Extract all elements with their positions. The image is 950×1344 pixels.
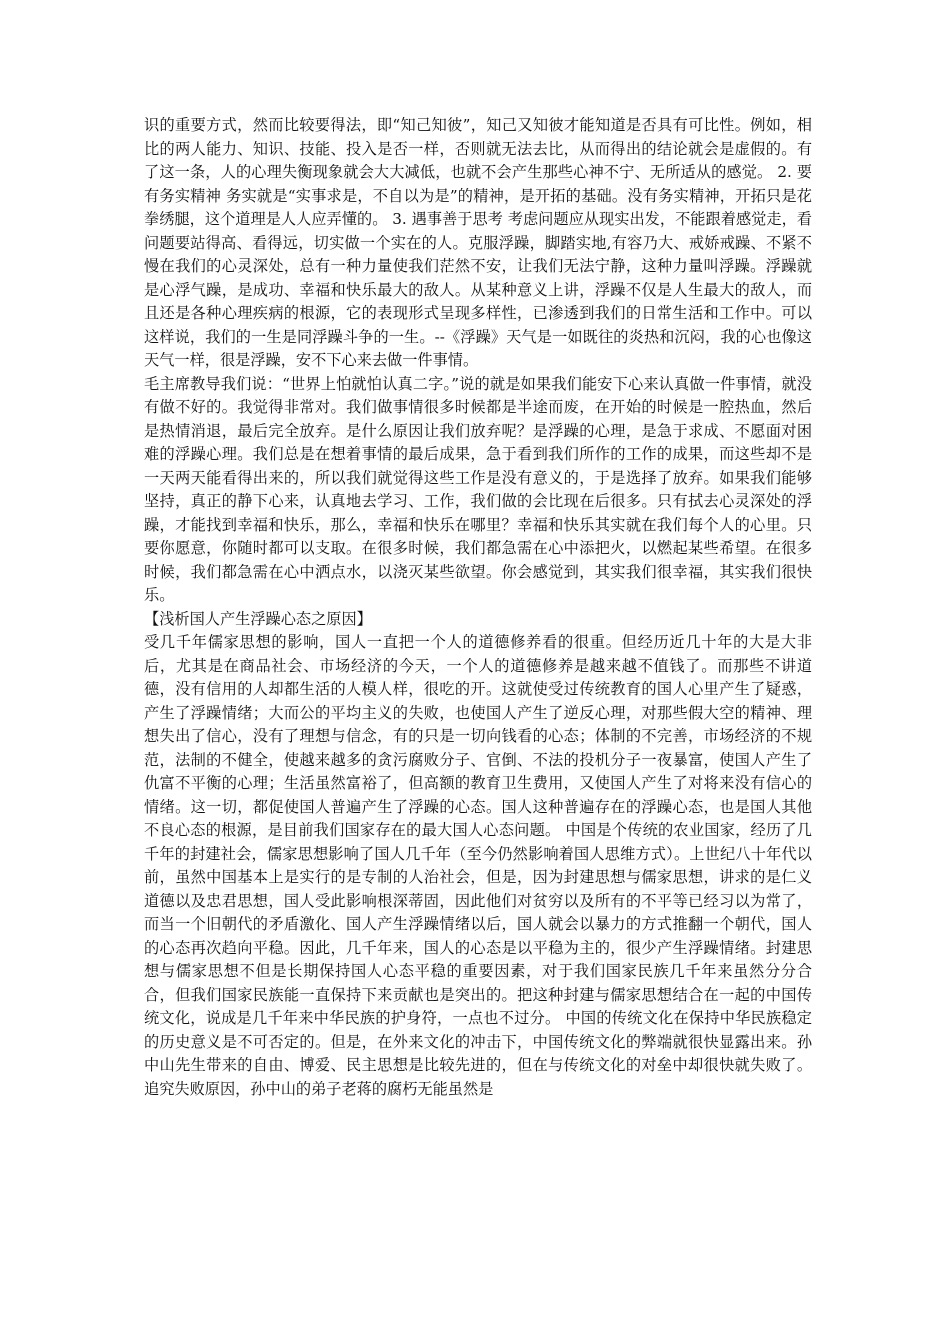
section-heading: 【浅析国人产生浮躁心态之原因】 xyxy=(144,609,372,628)
paragraph-3: 受几千年儒家思想的影响，国人一直把一个人的道德修养看的很重。但经历近几十年的大是大非后，尤其是在商品社会、市场经济的今天，一个人的道德修养是越来越不值钱了。而那些不讲道德，没有信用的人却都生活的人模人样，很吃的开。这就使受过传统教育的国人心里产生了疑惑，产生了浮躁情绪；大而公的平均主义的失败，也使国人产生了逆反心理，对那些假大空的精神、理想失出了信心，没有了理想与信念，有的只是一切向钱看的心态；体制的不完善，市场经济的不规范，法制的不健全，使越来越多的贪污腐败分子、官倒、不法的投机分子一夜暴富，使国人产生了仇富不平衡的心理；生活虽然富裕了，但高额的教育卫生费用，又使国人产生了对将来没有信心的情绪。这一切，都促使国人普遍产生了浮躁的心态。国人这种普遍存在的浮躁心态，也是国人其他不良心态的根源，是目前我们国家存在的最大国人心态问题。 中国是个传统的农业国家，经历了几千年的封建社会，儒家思想影响了国人几千年（至今仍然影响着国人思维方式）。上世纪八十年代以前，虽然中国基本上是实行的是专制的人治社会，但是，因为封建思想与儒家思想，讲求的是仁义道德以及忠君思想，国人受此影响根深蒂固，因此他们对贫穷以及所有的不平等已经习以为常了，而当一个旧朝代的矛盾激化、国人产生浮躁情绪以后，国人就会以暴力的方式推翻一个朝代，国人的心态再次趋向平稳。因此，几千年来，国人的心态是以平稳为主的，很少产生浮躁情绪。封建思想与儒家思想不但是长期保持国人心态平稳的重要因素，对于我们国家民族几千年来虽然分分合合，但我们国家民族能一直保持下来贡献也是突出的。把这种封建与儒家思想结合在一起的中国传统文化，说成是几千年来中华民族的护身符，一点也不过分。 中国的传统文化在保持中华民族稳定的历史意义是不可否定的。但是，在外来文化的冲击下，中国传统文化的弊端就很快显露出来。孙中山先生带来的自由、博爱、民主思想是比较先进的，但在与传统文化的对垒中却很快就失败了。追究失败原因，孙中山的弟子老蒋的腐朽无能虽然是 xyxy=(144,633,812,1098)
paragraph-1: 识的重要方式，然而比较要得法，即“知己知彼”，知己又知彼才能知道是否具有可比性。例如，相比的两人能力、知识、技能、投入是否一样，否则就无法去比，从而得出的结论就会是虚假的。有了这一条，人的心理失衡现象就会大大减低，也就不会产生那些心神不宁、无所适从的感觉。 2. 要有务实精神 务实就是“实事求是，不自以为是”的精神，是开拓的基础。没有务实精神，开拓只是花拳绣腿，这个道理是人人应弄懂的。 3. 遇事善于思考 考虑问题应从现实出发，不能跟着感觉走，看问题要站得高、看得远，切实做一个实在的人。克服浮躁，脚踏实地,有容乃大、戒娇戒躁、不紧不慢在我们的心灵深处，总有一种力量使我们茫然不安，让我们无法宁静，这种力量叫浮躁。浮躁就是心浮气躁，是成功、幸福和快乐最大的敌人。从某种意义上讲，浮躁不仅是人生最大的敌人，而且还是各种心理疾病的根源，它的表现形式呈现多样性，已渗透到我们的日常生活和工作中。可以这样说，我们的一生是同浮躁斗争的一生。--《浮躁》天气是一如既往的炎热和沉闷，我的心也像这天气一样，很是浮躁，安不下心来去做一件事情。 xyxy=(144,116,812,369)
paragraph-2: 毛主席教导我们说：“世界上怕就怕认真二字。”说的就是如果我们能安下心来认真做一件事情，就没有做不好的。我觉得非常对。我们做事情很多时候都是半途而废，在开始的时候是一腔热血，然后是热情消退，最后完全放弃。是什么原因让我们放弃呢？是浮躁的心理，是急于求成、不愿面对困难的浮躁心理。我们总是在想着事情的最后成果，急于看到我们所作的工作的成果，而这些却不是一天两天能看得出来的，所以我们就觉得这些工作是没有意义的，于是选择了放弃。如果我们能够坚持，真正的静下心来，认真地去学习、工作，我们做的会比现在后很多。只有拭去心灵深处的浮躁，才能找到幸福和快乐，那么，幸福和快乐在哪里？幸福和快乐其实就在我们每个人的心里。只要你愿意，你随时都可以支取。在很多时候，我们都急需在心中添把火，以燃起某些希望。在很多时候，我们都急需在心中洒点水，以浇灭某些欲望。你会感觉到，其实我们很幸福，其实我们很快乐。 xyxy=(144,374,812,604)
document-page xyxy=(144,114,812,1101)
